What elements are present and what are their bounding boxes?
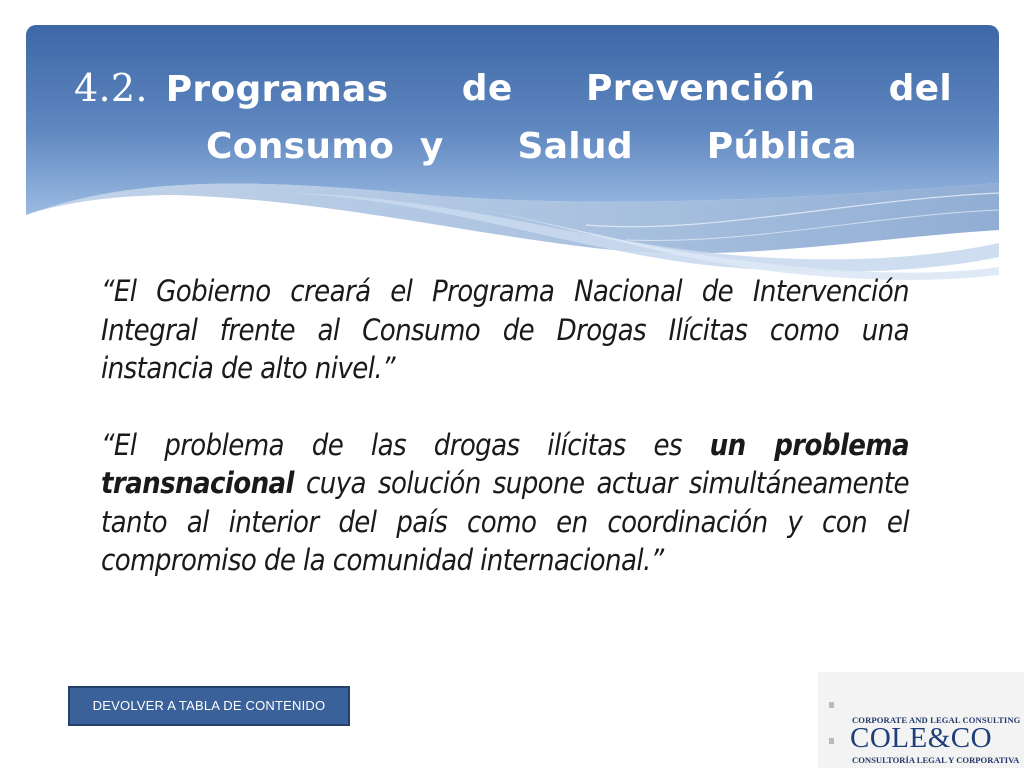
title-word-publica: Pública [706, 126, 857, 167]
title-word [74, 60, 388, 118]
title-word-consumo-y: Consumo y [206, 126, 444, 167]
title-word-prevencion: Prevención [586, 68, 816, 109]
title-line-2 [74, 118, 952, 175]
logo-tagline-top: CORPORATE AND LEGAL CONSULTING [852, 715, 1021, 725]
quote-text: “El problema de las drogas ilícitas es [101, 427, 710, 462]
title-word-programas: Programas [165, 69, 389, 110]
logo-mark [829, 738, 834, 744]
slide-body [101, 272, 909, 580]
quote-paragraph-1: “El Gobierno creará el Programa Nacional de Intervención Integral frente al Consumo de Drogas Ilícitas como una instancia de alto nivel.” [101, 274, 909, 385]
title-line-1 [74, 60, 952, 118]
logo-mark [829, 702, 834, 708]
title-word-salud: Salud [517, 126, 633, 167]
logo-tagline-bottom: CONSULTORÍA LEGAL Y CORPORATIVA [852, 755, 1020, 765]
slide-title [74, 60, 952, 175]
quote-paragraph-2 [101, 426, 909, 580]
logo-name: COLE&CO [850, 722, 993, 754]
section-number: 4.2. [74, 66, 148, 110]
title-word-de: de [461, 68, 513, 109]
quote-text-continued: cuya solución supone actuar simultáneamente tanto al interior del país como en coordinación y con el compromiso de la comunidad internacional.” [101, 466, 909, 577]
title-word-del: del [888, 68, 952, 109]
emphasis-text: un problema transnacional [101, 427, 909, 500]
back-to-contents-button[interactable]: DEVOLVER A TABLA DE CONTENIDO [68, 686, 350, 726]
